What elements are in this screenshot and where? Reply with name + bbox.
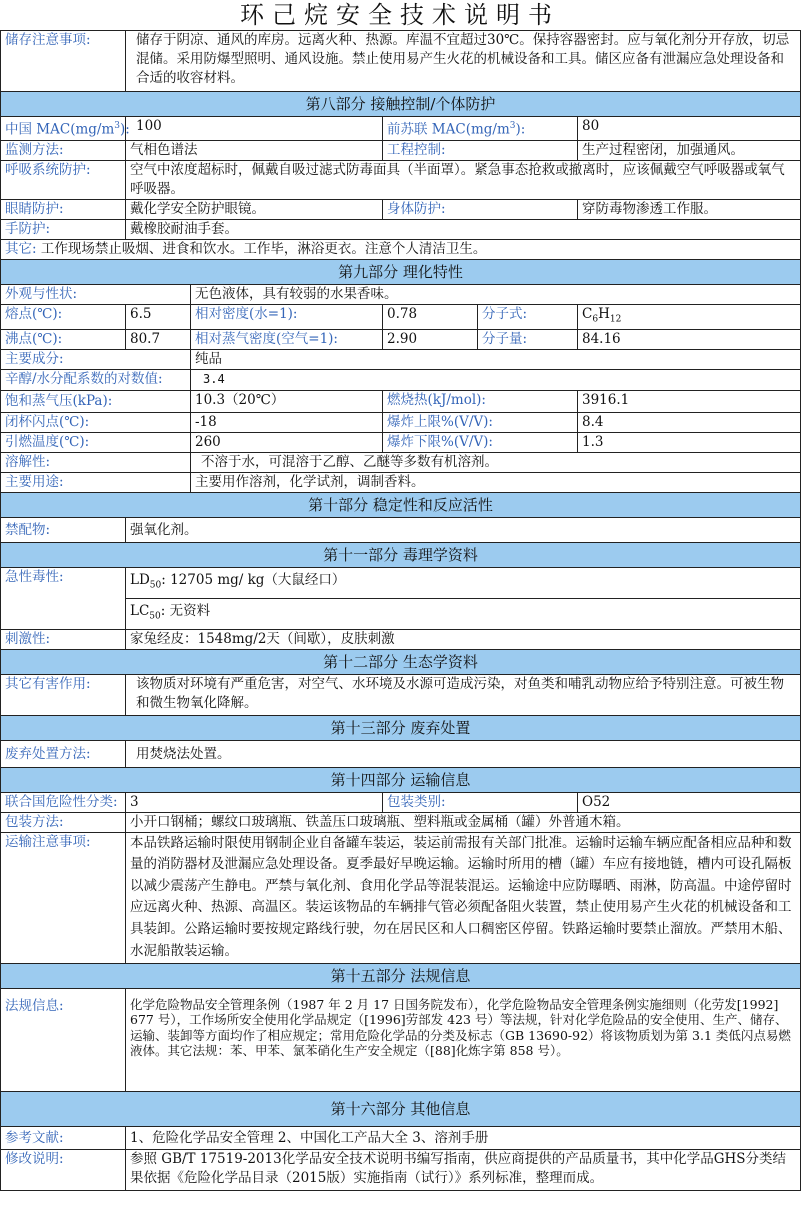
hand-label: 手防护: [1,219,126,239]
formula-label: 分子式: [478,304,578,330]
irr-value: 家兔经皮：1548mg/2天（间歇），皮肤刺激 [126,629,801,649]
flash-value: -18 [191,413,383,433]
pack-label: 包装类别: [383,792,578,812]
logp-value: 3.4 [191,370,801,391]
uel-value: 8.4 [578,413,801,433]
section-8-title: 第八部分 接触控制/个体防护 [1,92,801,117]
incompat-value: 强氧化剂。 [126,518,801,543]
pack-value: O52 [578,792,801,812]
method-label: 包装方法: [1,812,126,832]
heat-label: 燃烧热(kJ/mol): [383,391,578,413]
section-11-title: 第十一部分 毒理学资料 [1,543,801,568]
mw-label: 分子量: [478,330,578,350]
resp-label: 呼吸系统防护: [1,160,126,199]
rev-label: 修改说明: [1,1149,126,1190]
eco-other-value: 该物质对环境有严重危害，对空气、水环境及水源可造成污染，对鱼类和哺乳动物应给予特别注意。可被生物和微生物氧化降解。 [126,674,801,715]
eye-label: 眼睛防护: [1,199,126,219]
rd-label: 相对密度(水=1): [191,304,383,330]
use-value: 主要用作溶剂，化学试剂，调制香料。 [191,473,801,493]
section-12-title: 第十二部分 生态学资料 [1,649,801,674]
section-10-header [1,493,801,518]
section-14-title: 第十四部分 运输信息 [1,767,801,792]
logp-label: 辛醇/水分配系数的对数值: [1,370,191,391]
lc50-value: $LC_{50}$: 无资料 [126,598,801,629]
section-15-title: 第十五部分 法规信息 [1,963,801,988]
vp-label: 饱和蒸气压(kPa): [1,391,191,413]
comp-label: 主要成分: [1,350,191,370]
sol-value: 不溶于水，可混溶于乙醇、乙醚等多数有机溶剂。 [191,453,801,473]
storage-row [1,31,801,92]
acute-label: 急性毒性: [1,568,126,629]
eng-value: 生产过程密闭，加强通风。 [578,140,801,160]
rd-value: 0.78 [383,304,478,330]
vd-value: 2.90 [383,330,478,350]
method-value: 小开口钢桶；螺纹口玻璃瓶、铁盖压口玻璃瓶、塑料瓶或金属桶（罐）外普通木箱。 [126,812,801,832]
un-label: 联合国危险性分类: [1,792,126,812]
hand-value: 戴橡胶耐油手套。 [126,219,801,239]
un-value: 3 [126,792,383,812]
ld50-value: $LD_{50}$: 12705 mg/ kg（大鼠经口） [126,568,801,599]
mac-su-value: 80 [578,117,801,141]
uel-label: 爆炸上限%(V/V): [383,413,578,433]
appearance-label: 外观与性状: [1,284,191,304]
mp-value: 6.5 [126,304,191,330]
ref-value: 1、危险化学品安全管理 2、中国化工产品大全 3、溶剂手册 [126,1126,801,1149]
section-16-title: 第十六部分 其他信息 [1,1091,801,1126]
section-16-header [1,1091,801,1126]
eye-value: 戴化学安全防护眼镜。 [126,199,383,219]
ign-label: 引燃温度(℃): [1,433,191,453]
other-value: 工作现场禁止吸烟、进食和饮水。工作毕，淋浴更衣。注意个人清洁卫生。 [40,240,487,257]
bp-value: 80.7 [126,330,191,350]
transport-notes-label: 运输注意事项: [1,832,126,963]
other-row [1,239,801,259]
eng-label: 工程控制: [383,140,578,160]
bp-label: 沸点(℃): [1,330,126,350]
storage-label: 储存注意事项: [1,31,126,92]
vd-label: 相对蒸气密度(空气=1): [191,330,383,350]
body-value: 穿防毒物渗透工作服。 [578,199,801,219]
flash-label: 闭杯闪点(℃): [1,413,191,433]
ign-value: 260 [191,433,383,453]
vp-value: 10.3（20℃） [191,391,383,413]
msds-table [0,30,801,1191]
sol-label: 溶解性: [1,453,191,473]
mp-label: 熔点(℃): [1,304,126,330]
reg-label: 法规信息: [1,988,126,1091]
lel-label: 爆炸下限%(V/V): [383,433,578,453]
section-13-title: 第十三部分 废弃处置 [1,715,801,740]
section-15-header [1,963,801,988]
transport-notes-value: 本品铁路运输时限使用钢制企业自备罐车装运，装运前需报有关部门批准。运输时运输车辆应配备相应品种和数量的消防器材及泄漏应急处理设备。夏季最好早晚运输。运输时所用的槽（罐）车应有接地链，槽内可设孔隔板以减少震荡产生静电。严禁与氧化剂、食用化学品等混装混运。运输途中应防曝晒、雨淋，防高温。中途停留时应远离火种、热源、高温区。装运该物品的车辆排气管必须配备阻火装置，禁止使用易产生火花的机械设备和工具装卸。公路运输时要按规定路线行驶，勿在居民区和人口稠密区停留。铁路运输时要禁止溜放。严禁用木船、水泥船散装运输。 [126,832,801,963]
rev-value: 参照 GB/T 17519-2013化学品安全技术说明书编写指南，供应商提供的产品质量书，其中化学品GHS分类结果依据《危险化学品目录（2015版）实施指南（试行）》系列标准，整理而成。 [126,1149,801,1190]
other-label: 其它: [5,240,37,257]
mac-cn-label: 中国 $MAC(mg/m^3)$: [1,117,126,141]
mac-cn-value: 100 [126,117,383,141]
ref-label: 参考文献: [1,1126,126,1149]
use-label: 主要用途: [1,473,191,493]
monitor-value: 气相色谱法 [126,140,383,160]
section-12-header [1,649,801,674]
disposal-value: 用焚烧法处置。 [126,740,801,767]
lel-value: 1.3 [578,433,801,453]
appearance-value: 无色液体，具有较弱的水果香味。 [191,284,801,304]
section-11-header [1,543,801,568]
comp-value: 纯品 [191,350,801,370]
irr-label: 刺激性: [1,629,126,649]
resp-value: 空气中浓度超标时，佩戴自吸过滤式防毒面具（半面罩）。紧急事态抢救或撤离时，应该佩戴空气呼吸器或氧气呼吸器。 [126,160,801,199]
eco-other-label: 其它有害作用: [1,674,126,715]
formula-value: $C_6H_{12}$ [578,304,801,330]
section-9-title: 第九部分 理化特性 [1,259,801,284]
section-14-header [1,767,801,792]
section-13-header [1,715,801,740]
storage-value: 储存于阴凉、通风的库房。远离火种、热源。库温不宜超过30℃。保持容器密封。应与氧化剂分开存放，切忌混储。采用防爆型照明、通风设施。禁止使用易产生火花的机械设备和工具。储区应备有泄漏应急处理设备和合适的收容材料。 [126,31,801,92]
mac-su-label: 前苏联 $MAC(mg/m^3)$: [383,117,578,141]
monitor-label: 监测方法: [1,140,126,160]
body-label: 身体防护: [383,199,578,219]
disposal-label: 废弃处置方法: [1,740,126,767]
section-10-title: 第十部分 稳定性和反应活性 [1,493,801,518]
section-8-header [1,92,801,117]
section-9-header [1,259,801,284]
reg-value: 化学危险物品安全管理条例（1987 年 2 月 17 日国务院发布），化学危险物品安全管理条例实施细则（化劳发[1992] 677 号），工作场所安全使用化学品规定（[1996]劳部发 423 号）等法规，针对化学危险品的安全使用、生产、储存、运输、装卸等方面均作了相应规定；常用危险化学品的分类及标志（GB 13690-92）将该物质划为第 3.1 类低闪点易燃液体。其它法规：苯、甲苯、氯苯硝化生产安全规定（[88]化炼字第 858 号）。 [126,988,801,1091]
mw-value: 84.16 [578,330,801,350]
incompat-label: 禁配物: [1,518,126,543]
document-title: 环己烷安全技术说明书 [240,1,560,29]
heat-value: 3916.1 [578,391,801,413]
